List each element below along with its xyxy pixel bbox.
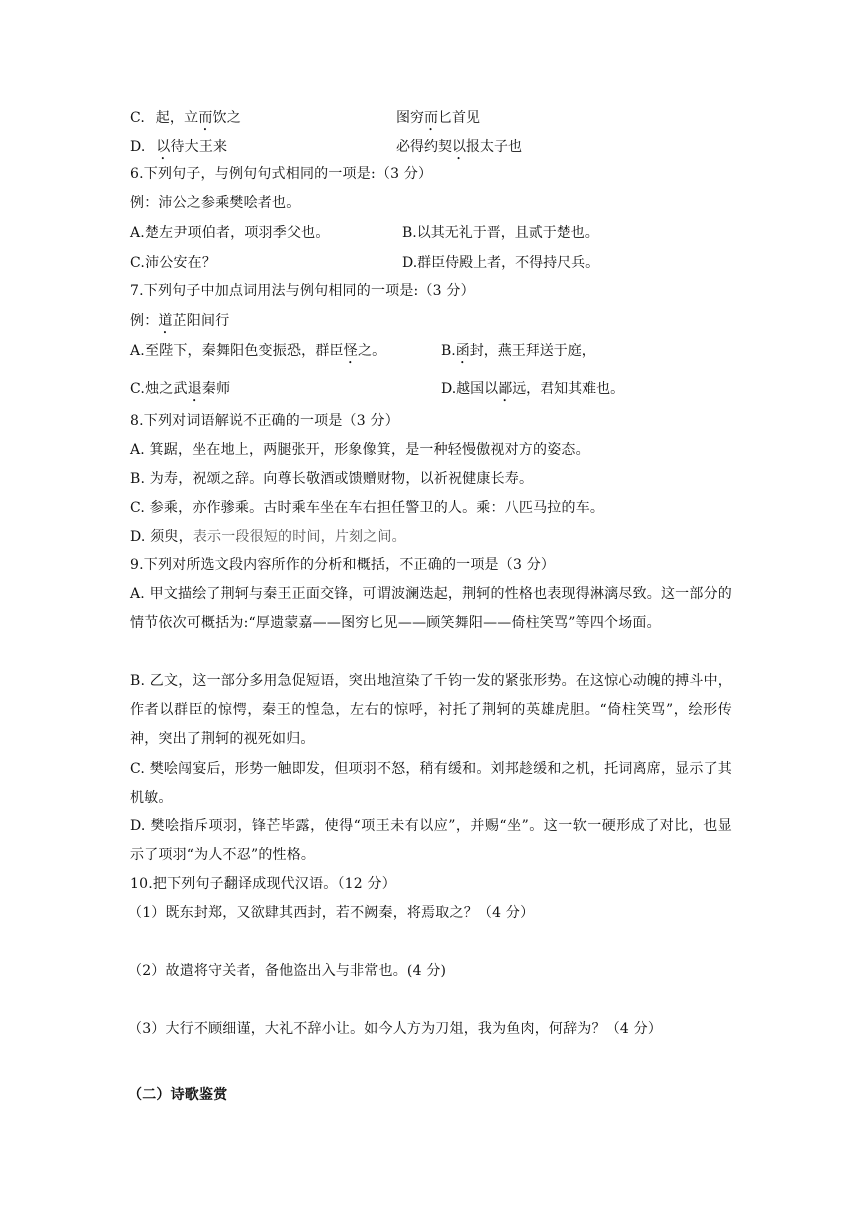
q9-option-b: B. 乙文，这一部分多用急促短语，突出地渲染了千钧一发的紧张形势。在这惊心动魄的搏斗中，作者以群臣的惊愕，秦王的惶急，左右的惊呼，衬托了荆轲的英雄虎胆。“倚柱笑骂”，绘形传神，突出了荆轲的视死如归。: [130, 673, 732, 747]
q7-example-post: 芷阳间行: [172, 313, 230, 329]
q7-b-dot: 函: [455, 343, 470, 359]
q7-option-a: [130, 341, 730, 367]
q6-option-a: A.楚左尹项伯者，项羽季父也。: [130, 225, 330, 241]
q5-c-label: C.: [130, 110, 146, 126]
q7-d-dot: 鄙: [498, 381, 513, 397]
q10-sentence-2: （2）故遣将守关者，备他盗出入与非常也。(4 分): [128, 963, 447, 979]
q5-c-left-pre: 起，立: [155, 110, 199, 126]
q8-option-c: C. 参乘，亦作骖乘。古时乘车坐在车右担任警卫的人。乘：八匹马拉的车。: [130, 500, 605, 516]
q7-a-dot: 怪: [343, 343, 358, 359]
q7-d-post: 远，君知其难也。: [512, 381, 625, 397]
q8-title: 8.下列对词语解说不正确的一项是（3 分）: [130, 413, 399, 429]
q6-title: 6.下列句子，与例句句式相同的一项是:（3 分）: [130, 166, 433, 182]
q8-option-d: [130, 527, 730, 547]
q7-c-pre: C.烛之武: [130, 381, 188, 397]
q5-option-c-right: [396, 108, 480, 134]
q9-option-a: A. 甲文描绘了荆轲与秦王正面交锋，可谓波澜迭起，荆轲的性格也表现得淋漓尽致。这一部分的情节依次可概括为:“厚遗蒙嘉——图穷匕见——顾笑舞阳——倚柱笑骂”等四个场面。: [130, 586, 732, 631]
q7-b-post: 封，燕王拜送于庭，: [469, 343, 596, 359]
q5-c-left-dot: 而: [198, 110, 213, 126]
q7-option-d: [441, 379, 624, 405]
q5-d-left-dot: 以: [156, 139, 171, 155]
q7-c-post: 秦师: [201, 381, 231, 397]
q6-option-d: D.群臣侍殿上者，不得持尺兵。: [402, 255, 600, 271]
q7-a-pre: A.至陛下，秦舞阳色变振恐，群臣: [130, 343, 344, 359]
q8-option-b: B. 为寿，祝颂之辞。向尊长敬酒或馈赠财物，以祈祝健康长寿。: [130, 471, 534, 487]
q6-option-c: C.沛公安在？: [130, 255, 217, 271]
q5-c-right-post: 匕首见: [438, 110, 480, 126]
q8-option-a: A. 箕踞，坐在地上，两腿张开，形象像箕，是一种轻慢傲视对方的姿态。: [130, 442, 590, 458]
q7-option-b: [441, 341, 596, 367]
q7-c-dot: 退: [187, 381, 202, 397]
q8-d-definition: 表示一段很短的时间，片刻之间。: [192, 529, 406, 545]
q7-example-dot: 道: [158, 313, 173, 329]
q5-d-right-dot: 以: [452, 139, 466, 155]
q7-option-c: [130, 379, 730, 405]
q7-example-pre: 例：: [130, 313, 159, 329]
q7-a-post: 之。: [357, 343, 387, 359]
q5-option-d-right: [396, 137, 522, 163]
q5-d-label: D.: [130, 139, 146, 155]
q6-example: 例：沛公之参乘樊哙者也。: [130, 195, 301, 211]
q7-title: 7.下列句子中加点词用法与例句相同的一项是:（3 分）: [130, 283, 475, 299]
q9-title: 9.下列对所选文段内容所作的分析和概括，不正确的一项是（3 分）: [130, 557, 556, 573]
q5-d-right-post: 报太子也: [466, 139, 522, 155]
q9-option-c: C. 樊哙闯宴后，形势一触即发，但项羽不怒，稍有缓和。刘邦趁缓和之机，托词离席，显示了其机敏。: [130, 761, 732, 806]
q7-b-pre: B.: [441, 343, 456, 359]
q10-sentence-1: （1）既东封郑，又欲肆其西封，若不阙秦，将焉取之？（4 分）: [128, 905, 535, 921]
q7-d-pre: D.越国以: [441, 381, 499, 397]
q5-d-left-post: 待大王来: [170, 139, 228, 155]
q10-title: 10.把下列句子翻译成现代汉语。（12 分）: [130, 876, 396, 892]
q9-option-d: D. 樊哙指斥项羽，锋芒毕露，使得“项王未有以应”，并赐“坐”。这一软一硬形成了对比，也显示了项羽“为人不忍”的性格。: [130, 818, 732, 863]
q7-example: [130, 311, 730, 337]
q5-c-right-dot: 而: [424, 110, 438, 126]
q6-option-b: B.以其无礼于晋，且贰于楚也。: [402, 225, 599, 241]
q5-c-right-pre: 图穷: [396, 110, 424, 126]
q8-d-term: D. 须臾，: [130, 529, 193, 545]
q10-sentence-3: （3）大行不顾细谨，大礼不辞小让。如今人方为刀俎，我为鱼肉，何辞为？（4 分）: [128, 1021, 663, 1037]
section-heading: （二）诗歌鉴赏: [128, 1087, 228, 1103]
q5-d-right-pre: 必得约契: [396, 139, 452, 155]
q5-c-left-post: 饮之: [212, 110, 241, 126]
